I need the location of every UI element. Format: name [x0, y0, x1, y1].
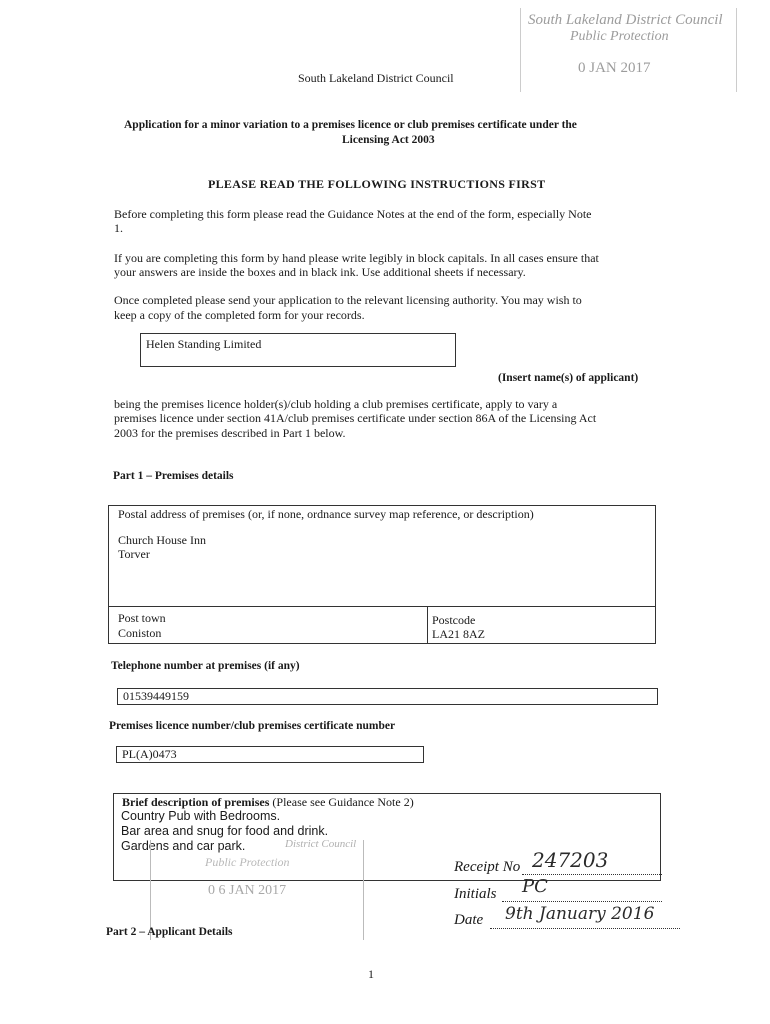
lower-stamp-department: Public Protection — [205, 855, 290, 869]
postcode-divider — [427, 606, 428, 643]
date-line — [490, 928, 680, 929]
telephone-label: Telephone number at premises (if any) — [111, 660, 300, 672]
receipt-no-label: Receipt No — [454, 859, 521, 875]
council-name: South Lakeland District Council — [298, 71, 454, 85]
post-town-value: Coniston — [118, 626, 162, 640]
address-line1: Church House Inn — [118, 533, 206, 547]
form-title-line1: Application for a minor variation to a premises licence or club premises certificate under the — [124, 119, 577, 131]
page-number: 1 — [368, 967, 374, 981]
date-label: Date — [454, 912, 484, 928]
telephone-field[interactable] — [117, 688, 658, 705]
part2-heading: Part 2 – Applicant Details — [106, 926, 233, 938]
description-line2: Bar area and snug for food and drink. — [121, 824, 329, 838]
instruction-2-line1: If you are completing this form by hand please write legibly in block capitals. In all cases ensure that — [114, 251, 599, 265]
address-label: Postal address of premises (or, if none, ordnance survey map reference, or description) — [118, 507, 534, 521]
applicant-name-field[interactable] — [140, 333, 456, 367]
form-title-line2: Licensing Act 2003 — [342, 134, 435, 146]
statement-line1: being the premises licence holder(s)/club holding a club premises certificate, apply to vary a — [114, 397, 558, 411]
premises-address-box[interactable] — [108, 505, 656, 644]
description-line1: Country Pub with Bedrooms. — [121, 809, 281, 823]
address-line2: Torver — [118, 547, 150, 561]
receipt-no-line — [522, 874, 662, 875]
stamp-council-name: South Lakeland District Council — [528, 12, 723, 28]
address-divider — [109, 606, 655, 607]
stamp-date: 0 JAN 2017 — [578, 60, 651, 76]
description-label-bold: Brief description of premises — [122, 795, 270, 809]
instruction-1-line1: Before completing this form please read the Guidance Notes at the end of the form, especially Note — [114, 207, 592, 221]
applicant-name-caption: (Insert name(s) of applicant) — [498, 372, 639, 384]
statement-line3: 2003 for the premises described in Part 1 below. — [114, 426, 346, 440]
statement-line2: premises licence under section 41A/club premises certificate under section 86A of the Licensing Act — [114, 411, 597, 425]
postcode-label: Postcode — [432, 613, 476, 627]
lower-stamp-council: District Council — [285, 838, 357, 850]
applicant-name-value: Helen Standing Limited — [146, 337, 262, 351]
initials-label: Initials — [454, 886, 497, 902]
description-line3: Gardens and car park. — [121, 839, 246, 853]
receipt-no-value: 247203 — [532, 848, 609, 872]
date-value: 9th January 2016 — [505, 904, 655, 924]
instruction-1-line2: 1. — [114, 221, 123, 235]
licence-number-value: PL(A)0473 — [122, 747, 177, 761]
part1-heading: Part 1 – Premises details — [113, 470, 234, 482]
initials-line — [502, 901, 662, 902]
instruction-2-line2: your answers are inside the boxes and in black ink. Use additional sheets if necessary. — [114, 265, 526, 279]
stamp-department: Public Protection — [570, 29, 669, 44]
description-label — [122, 795, 414, 810]
description-label-note: (Please see Guidance Note 2) — [272, 795, 414, 809]
initials-value: PC — [522, 876, 548, 897]
instruction-3-line2: keep a copy of the completed form for your records. — [114, 308, 365, 322]
lower-stamp-date: 0 6 JAN 2017 — [208, 883, 287, 898]
licence-number-field[interactable] — [116, 746, 424, 763]
postcode-value: LA21 8AZ — [432, 627, 485, 641]
post-town-label: Post town — [118, 611, 166, 625]
licence-number-label: Premises licence number/club premises certificate number — [109, 720, 396, 732]
instructions-heading: PLEASE READ THE FOLLOWING INSTRUCTIONS FIRST — [208, 177, 546, 191]
telephone-value: 01539449159 — [123, 689, 189, 703]
instruction-3-line1: Once completed please send your application to the relevant licensing authority. You may wish to — [114, 293, 582, 307]
